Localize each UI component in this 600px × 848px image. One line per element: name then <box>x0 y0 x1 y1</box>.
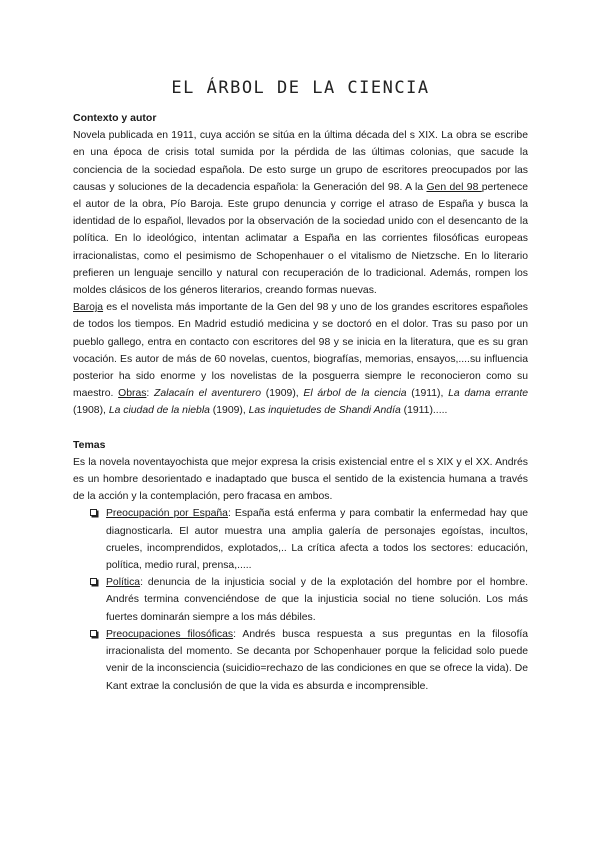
text-run: (1908), <box>73 405 109 417</box>
list-item <box>90 574 528 626</box>
section-contexto <box>73 110 528 420</box>
checkbox-bullet-icon <box>90 509 97 516</box>
document-title: EL ÁRBOL DE LA CIENCIA <box>171 78 430 98</box>
list-item-text: : Andrés busca respuesta a sus preguntas en la filosofía irracionalista del momento. Se decanta por Schopenhauer porque la felicidad solo puede venir de la inconsciencia (suicidio=rechazo de las condiciones en que se ofrece la vida). De Kant extrae la conclusión de que la vida es absurda e incomprensible. <box>106 628 528 692</box>
section-heading-contexto: Contexto y autor <box>73 112 157 124</box>
temas-list <box>73 505 528 694</box>
checkbox-bullet-icon <box>90 578 97 585</box>
underlined-term-gen98: Gen del 98 <box>426 181 482 193</box>
list-item-label: Preocupaciones filosóficas <box>106 628 234 640</box>
list-item <box>90 505 528 574</box>
section-heading-temas: Temas <box>73 438 106 451</box>
list-item-label: Preocupación por España <box>106 508 228 520</box>
work-title: La ciudad de la niebla <box>108 405 210 417</box>
work-title: Zalacaín el aventurero <box>154 388 262 400</box>
work-title: Las inquietudes de Shandi Andía <box>248 405 401 417</box>
underlined-term-baroja: Baroja <box>73 302 104 314</box>
checkbox-bullet-icon <box>90 630 97 637</box>
text-run: es el novelista más importante de la Gen del 98 y uno de los grandes escritores españoles de todos los tiempos. En Madrid estudió medicina y se doctoró en el dolor. Tras su paso por un pueblo gallego, entra en contacto con escritores del 98 y se inicia en la literatura, que es su gran vocación. Es autor de más de 60 novelas, cuentos, biografías, memorias, ensayos,....su influencia posterior ha sido enorme y los novelistas de la posguerra siempre le reconocieron como su maestro. <box>73 302 528 400</box>
paragraph-contexto-2 <box>73 299 528 419</box>
section-temas <box>73 437 528 695</box>
text-run: (1911), <box>406 388 449 400</box>
text-run: pertenece el autor de la obra, Pío Baroja. Este grupo denuncia y corrige el atraso de España y busca la identidad de lo español, llevados por la observación de la sociedad unido con el desencanto de la política. En lo ideológico, intentan aclimatar a España en las corrientes filosóficas europeas irracionalistas, como el pesimismo de Schopenhauer o el vitalismo de Nietzsche. En lo literario prefieren un lenguaje sencillo y natural con recuperación de lo tradicional. Además, rompen los moldes clásicos de los géneros literarios, creando formas nuevas. <box>73 181 528 297</box>
blank-line <box>73 420 528 437</box>
paragraph-contexto-1 <box>73 127 528 299</box>
underlined-term-obras: Obras <box>118 388 147 400</box>
work-title: El árbol de la ciencia <box>303 388 407 400</box>
work-title: La dama errante <box>448 388 528 400</box>
list-item <box>90 626 528 695</box>
paragraph-temas-intro: Es la novela noventayochista que mejor expresa la crisis existencial entre el s XIX y el XX. Andrés es un hombre desorientado e inadaptado que busca el sentido de la existencia humana a través de la acción y la contemplación, pero fracasa en ambos. <box>73 456 528 503</box>
list-item-text: : España está enferma y para combatir la enfermedad hay que diagnosticarla. El autor muestra una amplia galería de personajes egoístas, incultos, crueles, incomprendidos, explotados,.. La crítica afecta a todos los sectores: educación, política, medio rural, prensa,..... <box>106 508 529 572</box>
text-run: (1909), <box>261 388 304 400</box>
list-item-label: Política <box>106 577 141 589</box>
text-run: (1911)..... <box>400 405 448 417</box>
list-item-text: : denuncia de la injusticia social y de la explotación del hombre por el hombre. Andrés termina convenciéndose de que la injusticia social no tiene solución. Los más fuertes dominarán siempre a los más débiles. <box>106 577 528 623</box>
text-run: (1909), <box>209 405 249 417</box>
text-run: : <box>146 388 155 400</box>
text-run: Novela publicada en 1911, cuya acción se sitúa en la última década del s XIX. La obra se escribe en una época de crisis total sumida por la pérdida de las últimas colonias, que sacude la conciencia de la sociedad española. De esto surge un grupo de escritores preocupados por las causas y soluciones de la decadencia española: la Generación del 98. A la <box>73 130 528 193</box>
